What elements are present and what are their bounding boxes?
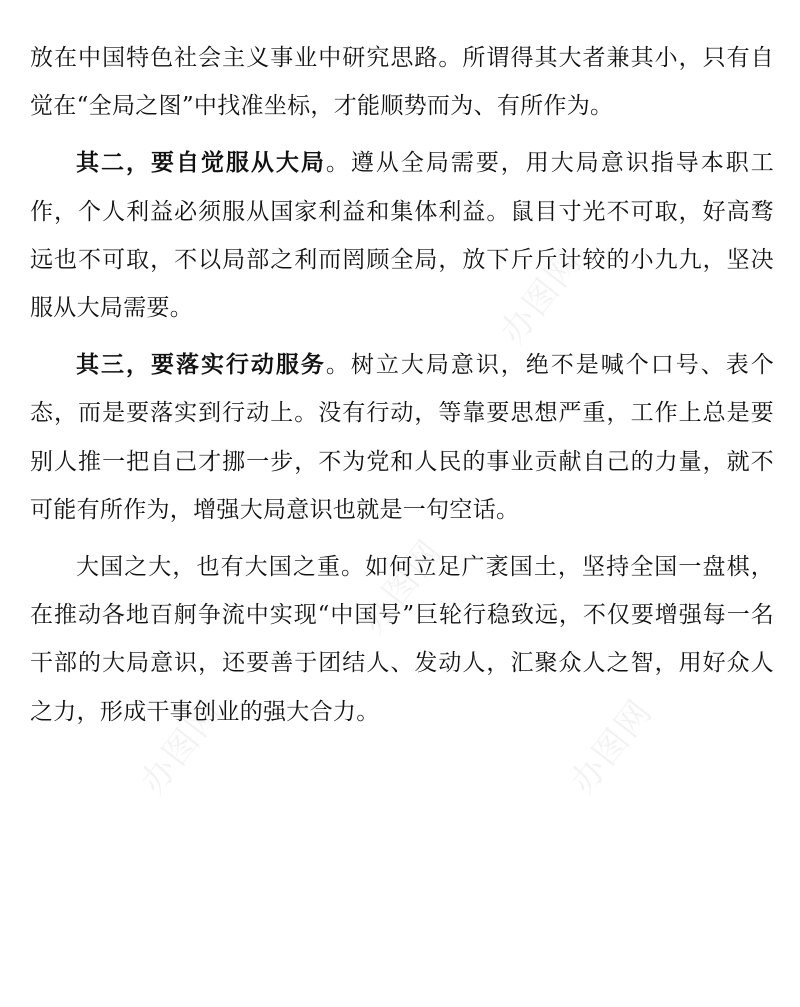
paragraph-point-three	[30, 341, 774, 534]
paragraph-text: 放在中国特色社会主义事业中研究思路。所谓得其大者兼其小，只有自觉在“全局之图”中找准坐标，才能顺势而为、有所作为。	[30, 45, 774, 120]
paragraph-point-two	[30, 139, 774, 332]
paragraph-continuation	[30, 34, 774, 130]
paragraph-conclusion	[30, 543, 774, 736]
watermark: 办图网	[352, 531, 451, 642]
watermark: 办图网	[132, 691, 231, 802]
paragraph-text: 。遵从全局需要，用大局意识指导本职工作，个人利益必须服从国家利益和集体利益。鼠目寸光不可取，好高骛远也不可取，不以局部之利而罔顾全局，放下斤斤计较的小九九，坚决服从大局需要。	[30, 150, 774, 322]
paragraph-text: 大国之大，也有大国之重。如何立足广袤国土，坚持全国一盘棋，在推动各地百舸争流中实现“中国号”巨轮行稳致远，不仅要增强每一名干部的大局意识，还要善于团结人、发动人，汇聚众人之智，用好众人之力，形成干事创业的强大合力。	[30, 554, 774, 725]
paragraph-heading: 其三，要落实行动服务	[76, 351, 326, 379]
watermark: 办图网	[562, 691, 661, 802]
watermark: 办图网	[492, 241, 591, 352]
document-body	[30, 34, 774, 736]
paragraph-heading: 其二，要自觉服从大局	[76, 149, 326, 177]
paragraph-text: 。树立大局意识，绝不是喊个口号、表个态，而是要落实到行动上。没有行动，等靠要思想严重，工作上总是要别人推一把自己才挪一步，不为党和人民的事业贡献自己的力量，就不可能有所作为，增强大局意识也就是一句空话。	[30, 352, 774, 523]
